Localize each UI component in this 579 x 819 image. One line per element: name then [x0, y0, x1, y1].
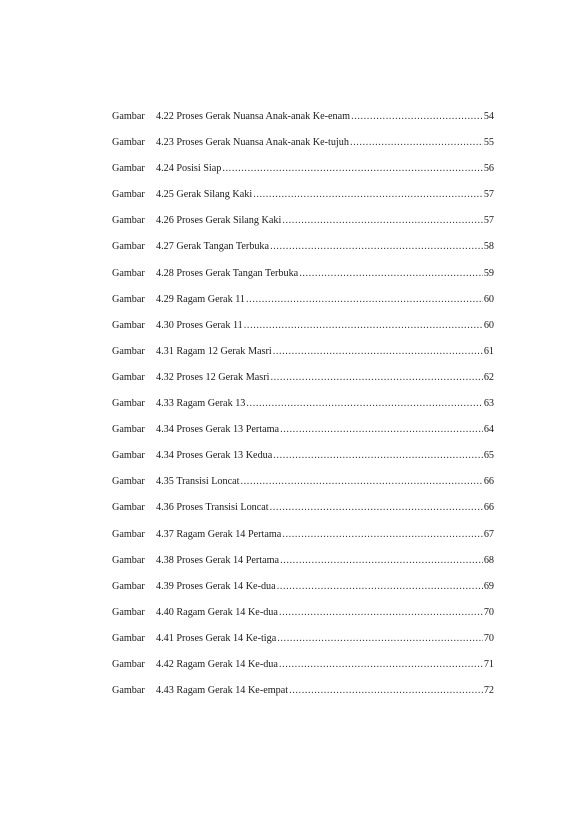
toc-dot-leader	[350, 136, 483, 150]
toc-entry	[112, 162, 494, 188]
toc-entry	[112, 293, 494, 319]
toc-entry-prefix: Gambar	[112, 189, 145, 201]
toc-entry-label	[112, 475, 240, 489]
toc-entry-prefix: Gambar	[112, 424, 145, 436]
toc-entry-title: Proses Gerak 11	[176, 319, 243, 331]
toc-entry-prefix: Gambar	[112, 528, 145, 540]
toc-entry	[112, 371, 494, 397]
toc-entry	[112, 240, 494, 266]
toc-entry-title: Proses Gerak Silang Kaki	[176, 215, 282, 227]
toc-entry-page-number: 64	[483, 424, 494, 436]
toc-entry-prefix: Gambar	[112, 398, 145, 410]
toc-entry-label	[112, 136, 349, 150]
toc-entry	[112, 319, 494, 345]
toc-entry-prefix: Gambar	[112, 580, 145, 592]
toc-dot-leader	[279, 606, 483, 620]
toc-entry-label	[112, 501, 269, 515]
toc-entry-page-number: 56	[483, 163, 494, 175]
toc-entry-page-number: 66	[483, 476, 494, 488]
toc-dot-leader	[289, 684, 483, 698]
toc-entry-prefix: Gambar	[112, 450, 145, 462]
toc-entry-title: Proses Gerak Nuansa Anak-anak Ke-enam	[176, 111, 351, 122]
toc-entry-label	[112, 580, 276, 594]
toc-entry-label	[112, 632, 276, 646]
toc-entry-number: 4.22	[156, 111, 174, 122]
toc-dot-leader	[241, 475, 483, 489]
toc-entry-prefix: Gambar	[112, 345, 145, 357]
toc-entry-label	[112, 606, 278, 620]
toc-entry-label	[112, 371, 269, 385]
toc-entry-title: Ragam 12 Gerak Masri	[176, 345, 272, 357]
toc-entry-label	[112, 267, 298, 281]
toc-entry-page-number: 70	[483, 632, 494, 644]
toc-entry	[112, 580, 494, 606]
toc-entry-number: 4.36	[156, 502, 174, 514]
toc-entry-number: 4.35	[156, 476, 174, 488]
toc-entry-number: 4.40	[156, 606, 174, 618]
toc-entry-page-number: 72	[483, 685, 494, 697]
toc-entry-number: 4.29	[156, 293, 174, 305]
toc-entry-prefix: Gambar	[112, 319, 145, 331]
toc-entry-title: Proses Gerak Nuansa Anak-anak Ke-tujuh	[176, 137, 349, 149]
toc-dot-leader	[299, 267, 483, 281]
toc-entry-title: Proses Transisi Loncat	[176, 502, 269, 514]
toc-entry-prefix: Gambar	[112, 293, 145, 305]
toc-entry	[112, 267, 494, 293]
toc-entry-page-number: 58	[483, 241, 494, 253]
toc-entry-number: 4.28	[156, 267, 174, 279]
toc-dot-leader	[279, 658, 483, 672]
toc-entry-prefix: Gambar	[112, 606, 145, 618]
toc-entry-page-number: 69	[483, 580, 494, 592]
toc-entry-number: 4.32	[156, 371, 174, 383]
toc-entry-prefix: Gambar	[112, 137, 145, 149]
toc-dot-leader	[270, 371, 482, 385]
toc-entry-label	[112, 110, 350, 124]
toc-entry-title: Proses Gerak 14 Pertama	[176, 554, 280, 566]
toc-entry-number: 4.39	[156, 580, 174, 592]
toc-entry-number: 4.25	[156, 189, 174, 201]
toc-entry-label	[112, 684, 288, 698]
toc-dot-leader	[270, 240, 483, 254]
toc-entry-number: 4.38	[156, 554, 174, 566]
toc-dot-leader	[277, 580, 483, 594]
toc-entry-label	[112, 397, 245, 411]
toc-entry-title: Proses Gerak 14 Ke-tiga	[176, 632, 277, 644]
toc-entry-label	[112, 240, 269, 254]
toc-entry-page-number: 65	[483, 450, 494, 462]
toc-entry	[112, 188, 494, 214]
toc-entry-page-number: 60	[483, 293, 494, 305]
toc-dot-leader	[282, 528, 482, 542]
toc-entry-title: Proses Gerak 14 Ke-dua	[176, 580, 276, 592]
toc-entry-label	[112, 554, 279, 568]
toc-entry-title: Ragam Gerak 11	[176, 293, 246, 305]
toc-entry-title: Ragam Gerak 14 Pertama	[176, 528, 282, 540]
toc-entry-page-number: 59	[483, 267, 494, 279]
toc-entry	[112, 214, 494, 240]
toc-entry	[112, 397, 494, 423]
toc-dot-leader	[246, 293, 483, 307]
toc-entry-title: Ragam Gerak 13	[176, 398, 246, 410]
list-of-figures	[112, 110, 494, 710]
toc-entry-number: 4.27	[156, 241, 174, 253]
toc-entry-number: 4.34	[156, 450, 174, 462]
toc-entry	[112, 475, 494, 501]
toc-entry-number: 4.42	[156, 658, 174, 670]
toc-entry-prefix: Gambar	[112, 685, 145, 697]
toc-entry-label	[112, 214, 281, 228]
toc-entry-page-number: 68	[483, 554, 494, 566]
toc-entry-prefix: Gambar	[112, 267, 145, 279]
toc-entry-number: 4.30	[156, 319, 174, 331]
toc-entry-title: Gerak Silang Kaki	[176, 189, 253, 201]
toc-entry-number: 4.43	[156, 685, 174, 697]
toc-entry-number: 4.24	[156, 163, 174, 175]
toc-entry-prefix: Gambar	[112, 502, 145, 514]
toc-dot-leader	[280, 554, 483, 568]
toc-entry-prefix: Gambar	[112, 554, 145, 566]
toc-entry-title: Ragam Gerak 14 Ke-dua	[176, 606, 278, 618]
toc-entry-page-number: 60	[483, 319, 494, 331]
toc-entry-title: Ragam Gerak 14 Ke-empat	[176, 685, 289, 697]
toc-entry	[112, 554, 494, 580]
toc-dot-leader	[253, 188, 483, 202]
toc-entry-label	[112, 528, 281, 542]
toc-dot-leader	[270, 501, 483, 515]
toc-entry-label	[112, 449, 272, 463]
toc-entry-page-number: 57	[483, 189, 494, 201]
toc-entry-number: 4.41	[156, 632, 174, 644]
toc-entry	[112, 345, 494, 371]
toc-entry-number: 4.37	[156, 528, 174, 540]
toc-entry-label	[112, 293, 245, 307]
toc-entry-title: Proses Gerak 13 Kedua	[176, 450, 273, 462]
toc-entry-number: 4.31	[156, 345, 174, 357]
toc-entry	[112, 501, 494, 527]
toc-entry	[112, 110, 494, 136]
toc-entry-label	[112, 162, 221, 176]
toc-dot-leader	[351, 110, 483, 124]
toc-entry-title: Proses Gerak 13 Pertama	[176, 424, 280, 436]
toc-entry	[112, 528, 494, 554]
toc-entry	[112, 684, 494, 710]
toc-entry-label	[112, 345, 272, 359]
toc-entry	[112, 136, 494, 162]
toc-entry-label	[112, 188, 252, 202]
toc-entry-page-number: 55	[483, 137, 494, 149]
toc-entry-title: Posisi Siap	[176, 163, 222, 175]
toc-entry	[112, 658, 494, 684]
toc-entry-title: Ragam Gerak 14 Ke-dua	[176, 658, 278, 670]
toc-entry-number: 4.34	[156, 424, 174, 436]
toc-entry-title: Gerak Tangan Terbuka	[176, 241, 270, 253]
toc-entry-number: 4.23	[156, 137, 174, 149]
toc-entry	[112, 606, 494, 632]
toc-entry-page-number: 62	[483, 371, 494, 383]
toc-entry	[112, 632, 494, 658]
toc-dot-leader	[273, 449, 483, 463]
toc-entry-page-number: 61	[483, 345, 494, 357]
toc-dot-leader	[282, 214, 482, 228]
toc-entry	[112, 449, 494, 475]
toc-entry-prefix: Gambar	[112, 658, 145, 670]
toc-entry-prefix: Gambar	[112, 632, 145, 644]
toc-dot-leader	[277, 632, 483, 646]
toc-entry-label	[112, 319, 243, 333]
toc-entry-title: Proses Gerak Tangan Terbuka	[176, 267, 299, 279]
toc-entry	[112, 423, 494, 449]
toc-dot-leader	[280, 423, 483, 437]
toc-entry-prefix: Gambar	[112, 111, 145, 122]
toc-entry-page-number: 63	[483, 398, 494, 410]
toc-entry-title: Transisi Loncat	[176, 476, 240, 488]
toc-entry-title: Proses 12 Gerak Masri	[176, 371, 270, 383]
toc-dot-leader	[222, 162, 482, 176]
toc-entry-page-number: 66	[483, 502, 494, 514]
toc-dot-leader	[244, 319, 483, 333]
toc-entry-page-number: 71	[483, 658, 494, 670]
toc-entry-prefix: Gambar	[112, 476, 145, 488]
toc-entry-page-number: 67	[483, 528, 494, 540]
toc-entry-prefix: Gambar	[112, 215, 145, 227]
toc-dot-leader	[273, 345, 483, 359]
toc-entry-label	[112, 658, 278, 672]
toc-entry-page-number: 57	[483, 215, 494, 227]
toc-dot-leader	[246, 397, 482, 411]
toc-entry-page-number: 54	[483, 111, 494, 122]
toc-entry-number: 4.33	[156, 398, 174, 410]
toc-entry-prefix: Gambar	[112, 241, 145, 253]
toc-entry-number: 4.26	[156, 215, 174, 227]
toc-entry-page-number: 70	[483, 606, 494, 618]
toc-entry-prefix: Gambar	[112, 371, 145, 383]
toc-entry-prefix: Gambar	[112, 163, 145, 175]
toc-entry-label	[112, 423, 279, 437]
